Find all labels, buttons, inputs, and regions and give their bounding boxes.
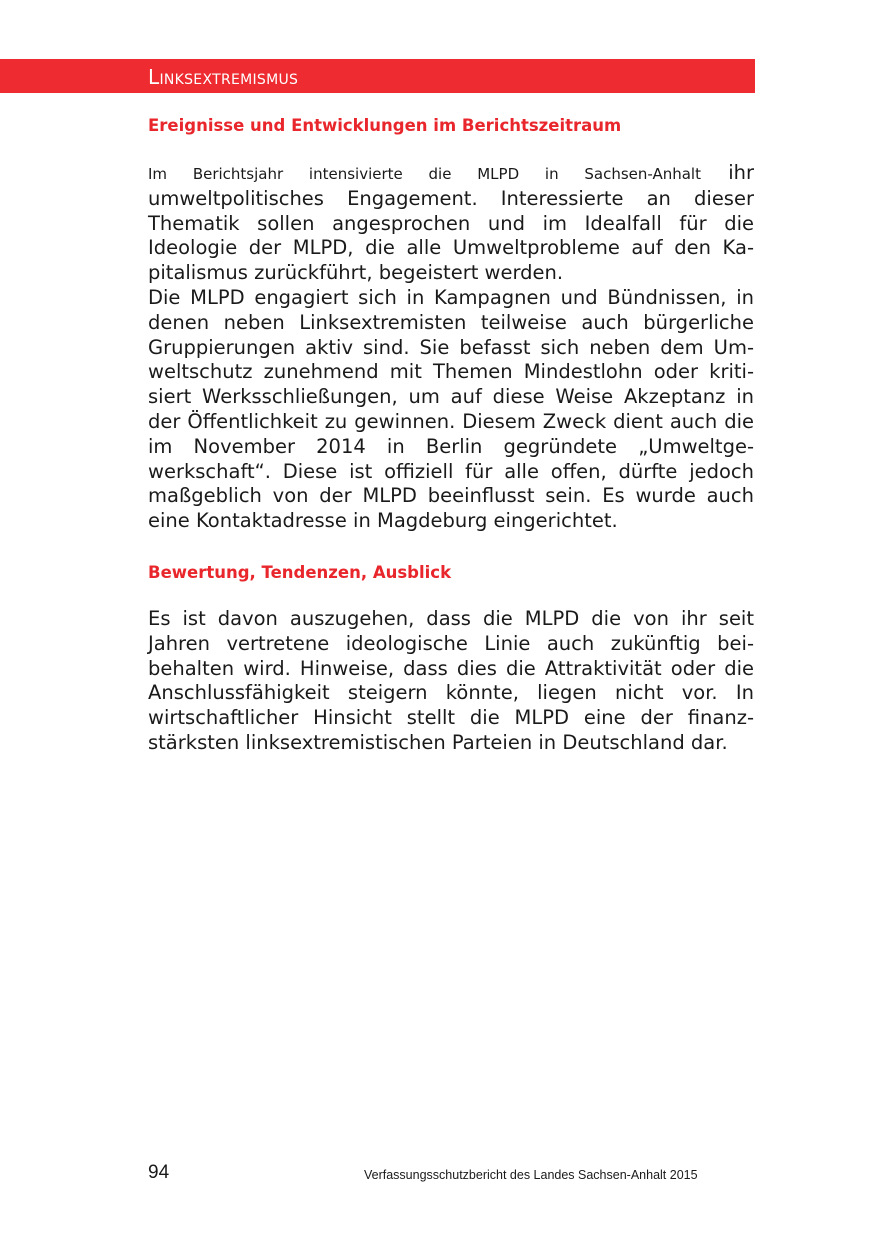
section-heading-events: Ereignisse und Entwicklungen im Berichtszeitraum bbox=[148, 116, 622, 135]
section-body-assessment bbox=[148, 607, 754, 756]
chapter-title: Linksextremismus bbox=[148, 65, 299, 89]
paragraph bbox=[148, 161, 754, 286]
paragraph-rest: ihr umweltpolitisches Engagement. Interessierte an dieser Thematik sollen angesprochen und im Idealfall für die Ideologie der MLPD, die alle Umweltprobleme auf den Kapitalismus zurückführt, begeistert werden. bbox=[148, 161, 754, 285]
paragraph: Es ist davon auszugehen, dass die MLPD die von ihr seit Jahren vertretene ideologische Linie auch zukünftig beibehalten wird. Hinweise, dass dies die Attraktivität oder die Anschlussfähigkeit steigern könnte, liegen nicht vor. In wirtschaftlicher Hinsicht stellt die MLPD eine der finanzstärksten linksextremistischen Parteien in Deutschland dar. bbox=[148, 607, 754, 754]
section-body-events bbox=[148, 161, 754, 534]
chapter-header-bar bbox=[0, 59, 755, 93]
section-heading-assessment: Bewertung, Tendenzen, Ausblick bbox=[148, 563, 452, 582]
page-number: 94 bbox=[148, 1162, 170, 1183]
footer-publication-title: Verfassungsschutzbericht des Landes Sachsen-Anhalt 2015 bbox=[364, 1168, 698, 1182]
paragraph: Die MLPD engagiert sich in Kampagnen und Bündnissen, in denen neben Linksextremisten teilweise auch bürgerliche Gruppierungen aktiv sind. Sie befasst sich neben dem Umweltschutz zunehmend mit Themen Mindestlohn oder kritisiert Werksschließungen, um auf diese Weise Akzeptanz in der Öffentlichkeit zu gewinnen. Diesem Zweck dient auch die im November 2014 in Berlin gegründete „Umweltgewerkschaft“. Diese ist offiziell für alle offen, dürfte jedoch maßgeblich von der MLPD beeinflusst sein. Es wurde auch eine Kontaktadresse in Magdeburg eingerichtet. bbox=[148, 285, 754, 533]
paragraph-lead: Im Berichtsjahr intensivierte die MLPD in Sachsen-Anhalt bbox=[148, 165, 701, 183]
